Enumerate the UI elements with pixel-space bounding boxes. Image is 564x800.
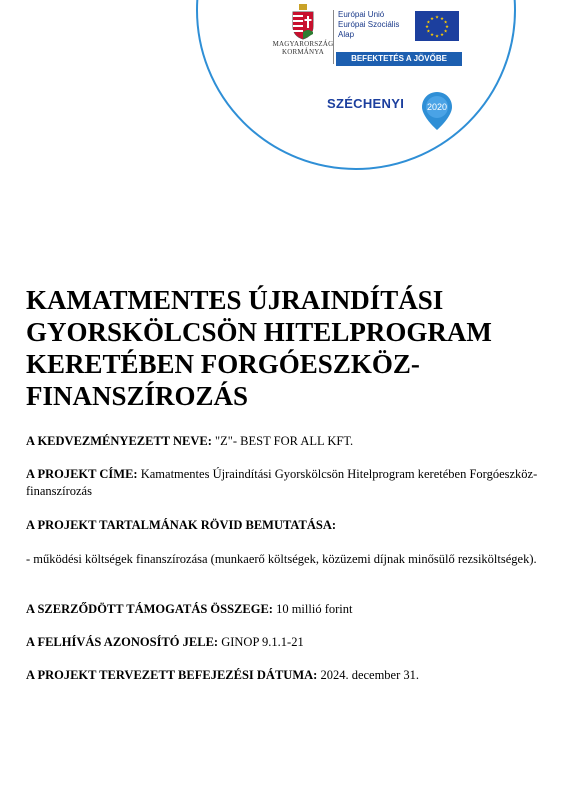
svg-text:★: ★ [426, 29, 431, 35]
eu-text [338, 10, 399, 40]
beneficiary-value: "Z"- BEST FOR ALL KFT. [211, 434, 354, 448]
summary-text: - működési költségek finanszírozása (munkaerő költségek, közüzemi díjnak minősülő rezsiköltségek). [26, 552, 537, 566]
svg-text:★: ★ [424, 25, 430, 30]
beneficiary-field [26, 433, 546, 450]
svg-text:★: ★ [429, 33, 435, 39]
page-title: KAMATMENTES ÚJRAINDÍTÁSI GYORSKÖLCSÖN HITELPROGRAM KERETÉBEN FORGÓESZKÖZ-FINANSZÍROZÁS [26, 285, 492, 411]
call-id-label: A FELHÍVÁS AZONOSÍTÓ JELE: [26, 635, 219, 649]
support-amount-field [26, 601, 546, 618]
coat-of-arms-icon [289, 4, 317, 40]
svg-text:★: ★ [434, 34, 440, 40]
project-title-value: Kamatmentes Újraindítási Gyorskölcsön Hitelprogram keretében Forgóeszköz-finanszírozás [26, 467, 538, 498]
svg-text:★: ★ [443, 20, 448, 26]
call-id-value: GINOP 9.1.1-21 [218, 635, 304, 649]
support-amount-value: 10 millió forint [272, 602, 353, 616]
svg-text:★: ★ [439, 33, 445, 39]
eu-line2: Európai Szociális [338, 20, 400, 29]
end-date-label: A PROJEKT TERVEZETT BEFEJEZÉSI DÁTUMA: [26, 668, 318, 682]
eu-line3: Alap [338, 30, 355, 39]
svg-text:★: ★ [434, 15, 440, 21]
svg-text:★: ★ [443, 29, 448, 35]
eu-line1: Európai Unió [338, 10, 385, 19]
eu-logo [338, 10, 462, 48]
support-amount-label: A SZERZŐDÖTT TÁMOGATÁS ÖSSZEGE: [26, 602, 273, 616]
logo-divider [333, 10, 334, 64]
eu-flag-icon [415, 11, 459, 41]
project-title-label: A PROJEKT CÍME: [26, 467, 138, 481]
svg-text:★: ★ [429, 16, 435, 22]
beneficiary-label: A KEDVEZMÉNYEZETT NEVE: [26, 434, 212, 448]
gov-name-line2: KORMÁNYA [281, 48, 325, 56]
svg-text:★: ★ [444, 25, 450, 30]
szechenyi-logo-text: SZÉCHENYI [327, 96, 405, 111]
hungarian-government-logo [266, 4, 340, 56]
szechenyi-2020-pin-icon [420, 90, 454, 137]
svg-text:★: ★ [439, 16, 445, 22]
summary-heading [26, 517, 546, 534]
svg-text:★: ★ [426, 20, 431, 26]
szechenyi-year: 2020 [426, 102, 448, 112]
eu-slogan-banner: BEFEKTETÉS A JÖVŐBE [336, 52, 462, 66]
end-date-field [26, 667, 546, 684]
project-title-field [26, 466, 546, 500]
gov-name-line1: MAGYARORSZÁG [272, 40, 334, 48]
end-date-value: 2024. december 31. [317, 668, 420, 682]
call-id-field [26, 634, 546, 651]
summary-label: A PROJEKT TARTALMÁNAK RÖVID BEMUTATÁSA: [26, 518, 337, 532]
